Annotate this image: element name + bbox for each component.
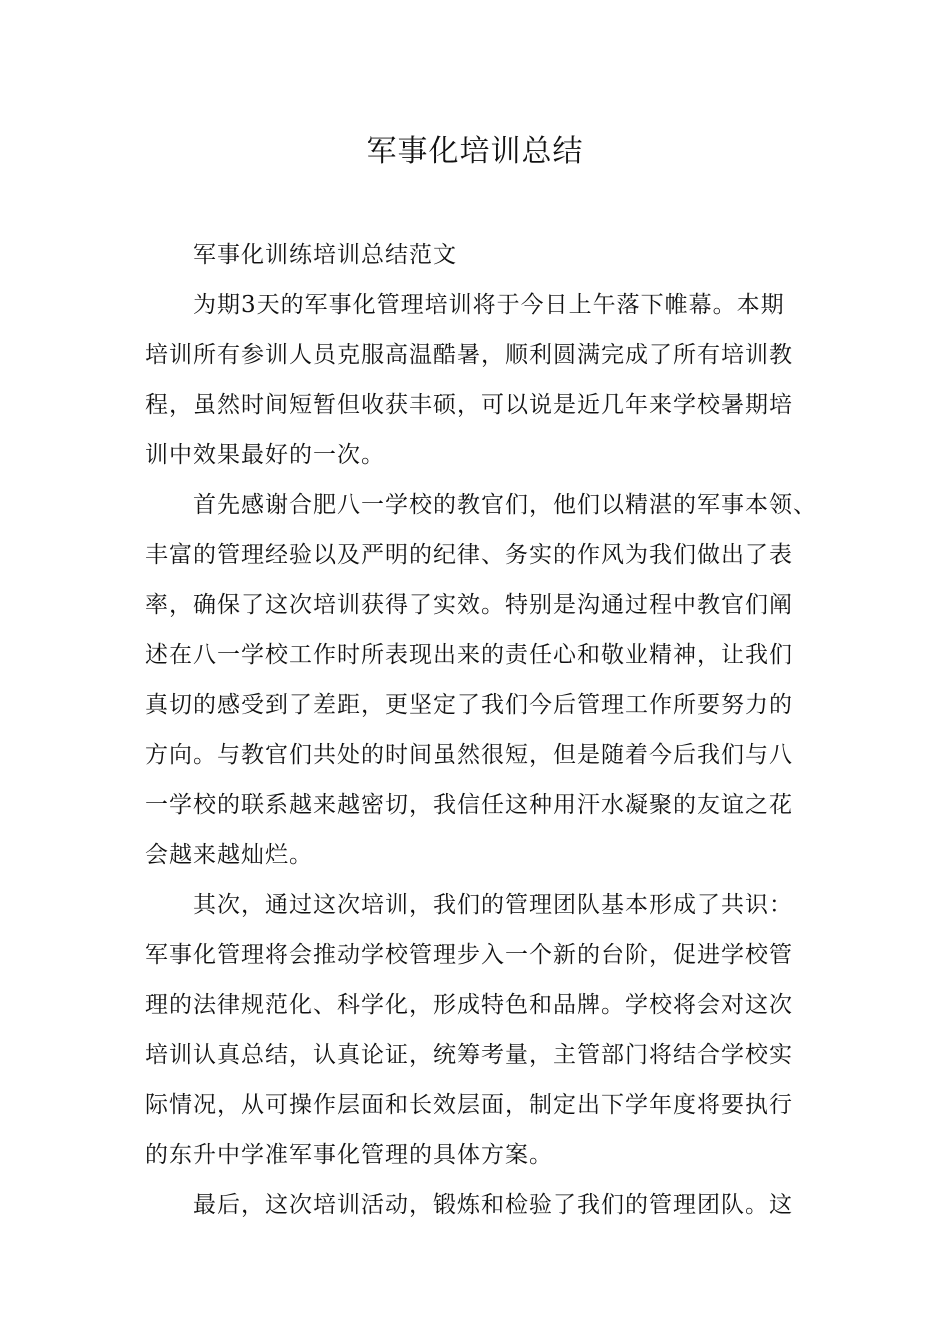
paragraph-line: 最后，这次培训活动，锻炼和检验了我们的管理团队。这: [193, 1192, 793, 1218]
paragraph-line: 会越来越灿烂。: [145, 842, 313, 868]
paragraph-line: 方向。与教官们共处的时间虽然很短，但是随着今后我们与八: [145, 742, 793, 768]
paragraph-line: 培训所有参训人员克服高温酷暑，顺利圆满完成了所有培训教: [145, 342, 793, 368]
paragraph-line: 培训认真总结，认真论证，统筹考量，主管部门将结合学校实: [145, 1042, 793, 1068]
paragraph-line: 率，确保了这次培训获得了实效。特别是沟通过程中教官们阐: [145, 592, 793, 618]
paragraph-line: 军事化管理将会推动学校管理步入一个新的台阶，促进学校管: [145, 942, 793, 968]
paragraph-line: 际情况，从可操作层面和长效层面，制定出下学年度将要执行: [145, 1092, 793, 1118]
paragraph-line: 述在八一学校工作时所表现出来的责任心和敬业精神，让我们: [145, 642, 793, 668]
paragraph: [145, 280, 815, 480]
paragraph: [145, 230, 815, 280]
paragraph-line: 其次，通过这次培训，我们的管理团队基本形成了共识：: [193, 892, 793, 918]
paragraph-line: 为期3天的军事化管理培训将于今日上午落下帷幕。本期: [193, 292, 785, 318]
paragraph-line: 一学校的联系越来越密切，我信任这种用汗水凝聚的友谊之花: [145, 792, 793, 818]
document-body: [145, 230, 815, 1230]
paragraph-line: 首先感谢合肥八一学校的教官们，他们以精湛的军事本领、: [193, 492, 817, 518]
paragraph-line: 真切的感受到了差距，更坚定了我们今后管理工作所要努力的: [145, 692, 793, 718]
document-title: 军事化培训总结: [366, 134, 584, 169]
paragraph: [145, 880, 815, 1180]
paragraph-line: 理的法律规范化、科学化，形成特色和品牌。学校将会对这次: [145, 992, 793, 1018]
paragraph: [145, 480, 815, 880]
paragraph-line: 军事化训练培训总结范文: [193, 242, 457, 268]
paragraph-line: 的东升中学准军事化管理的具体方案。: [145, 1142, 553, 1168]
paragraph: [145, 1180, 815, 1230]
paragraph-line: 丰富的管理经验以及严明的纪律、务实的作风为我们做出了表: [145, 542, 793, 568]
paragraph-line: 训中效果最好的一次。: [145, 442, 385, 468]
paragraph-line: 程，虽然时间短暂但收获丰硕，可以说是近几年来学校暑期培: [145, 392, 793, 418]
